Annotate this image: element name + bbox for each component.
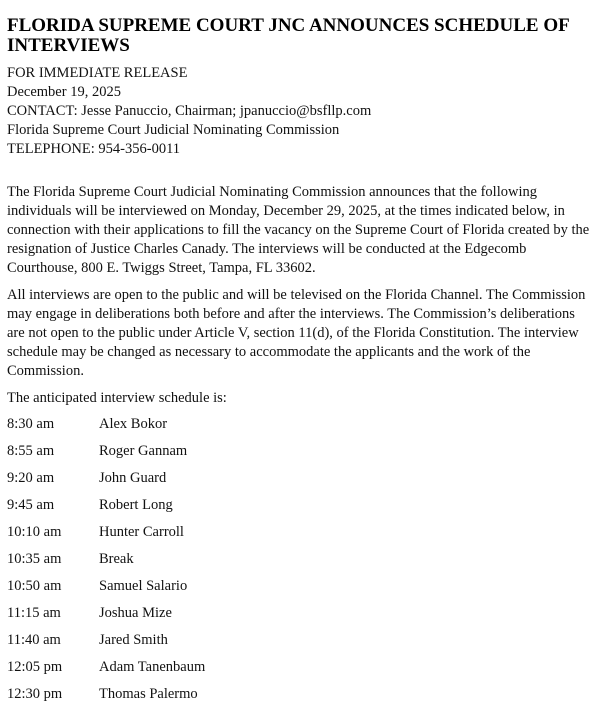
schedule-time: 8:30 am <box>7 416 55 432</box>
schedule-intro: The anticipated interview schedule is: <box>7 390 227 406</box>
schedule-time: 11:15 am <box>7 605 61 621</box>
release-date: December 19, 2025 <box>7 84 121 100</box>
schedule-name: Robert Long <box>99 497 173 513</box>
schedule-row <box>7 550 593 577</box>
telephone-line: TELEPHONE: 954-356-0011 <box>7 141 181 157</box>
schedule-name: Alex Bokor <box>99 416 168 432</box>
interview-schedule <box>7 415 593 712</box>
schedule-name: Samuel Salario <box>99 578 188 594</box>
schedule-row <box>7 442 593 469</box>
schedule-name: Adam Tanenbaum <box>99 659 206 675</box>
schedule-time: 9:45 am <box>7 497 55 513</box>
schedule-time: 10:35 am <box>7 551 62 567</box>
schedule-name: Joshua Mize <box>99 605 172 621</box>
page-title: FLORIDA SUPREME COURT JNC ANNOUNCES SCHEDULE OF INTERVIEWS <box>7 15 570 56</box>
schedule-time: 10:50 am <box>7 578 62 594</box>
schedule-row <box>7 523 593 550</box>
schedule-row <box>7 631 593 658</box>
schedule-name: Jared Smith <box>99 632 168 648</box>
schedule-name: Break <box>99 551 134 567</box>
release-header <box>7 64 593 159</box>
schedule-time: 11:40 am <box>7 632 61 648</box>
announcement-paragraph: The Florida Supreme Court Judicial Nominating Commission announces that the following individuals will be interviewed on Monday, December 29, 2025, at the times indicated below, in connection with their applications to fill the vacancy on the Supreme Court of Florida created by the resignation of Justice Charles Canady. The interviews will be conducted at the Edgecomb Courthouse, 800 E. Twiggs Street, Tampa, FL 33602. <box>7 184 590 276</box>
schedule-row <box>7 469 593 496</box>
schedule-row <box>7 496 593 523</box>
schedule-time: 12:30 pm <box>7 686 63 702</box>
release-label: FOR IMMEDIATE RELEASE <box>7 65 188 81</box>
schedule-time: 12:05 pm <box>7 659 63 675</box>
schedule-time: 8:55 am <box>7 443 55 459</box>
schedule-row <box>7 604 593 631</box>
schedule-name: Roger Gannam <box>99 443 188 459</box>
contact-line: CONTACT: Jesse Panuccio, Chairman; jpanuccio@bsfllp.com <box>7 103 372 119</box>
schedule-name: Thomas Palermo <box>99 686 198 702</box>
schedule-time: 10:10 am <box>7 524 62 540</box>
schedule-row <box>7 577 593 604</box>
schedule-name: John Guard <box>99 470 167 486</box>
schedule-time: 9:20 am <box>7 470 55 486</box>
public-notice-paragraph: All interviews are open to the public and will be televised on the Florida Channel. The Commission may engage in deliberations both before and after the interviews. The Commission’s deliberations are not open to the public under Article V, section 11(d), of the Florida Constitution. The interview schedule may be changed as necessary to accommodate the applicants and the work of the Commission. <box>7 287 586 379</box>
schedule-row <box>7 415 593 442</box>
schedule-row <box>7 658 593 685</box>
organization-name: Florida Supreme Court Judicial Nominating Commission <box>7 122 340 138</box>
schedule-name: Hunter Carroll <box>99 524 184 540</box>
schedule-row <box>7 685 593 712</box>
